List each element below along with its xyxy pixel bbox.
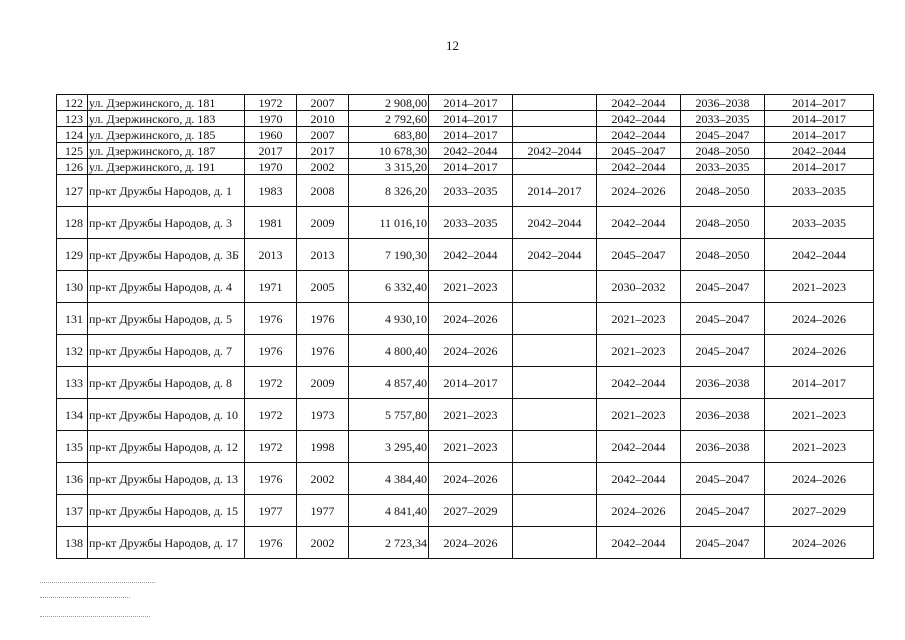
period-4-cell: 2045–2047 bbox=[681, 527, 765, 559]
period-3-cell: 2042–2044 bbox=[597, 111, 681, 127]
period-5-cell: 2042–2044 bbox=[765, 143, 874, 159]
row-number-cell: 125 bbox=[57, 143, 88, 159]
period-2-cell bbox=[513, 527, 597, 559]
year-repair-cell: 2010 bbox=[297, 111, 349, 127]
period-4-cell: 2036–2038 bbox=[681, 95, 765, 111]
period-4-cell: 2036–2038 bbox=[681, 399, 765, 431]
year-repair-cell: 1998 bbox=[297, 431, 349, 463]
period-1-cell: 2021–2023 bbox=[429, 271, 513, 303]
period-4-cell: 2048–2050 bbox=[681, 175, 765, 207]
table-row bbox=[57, 431, 874, 463]
period-1-cell: 2033–2035 bbox=[429, 207, 513, 239]
row-number-cell: 133 bbox=[57, 367, 88, 399]
year-repair-cell: 1976 bbox=[297, 335, 349, 367]
page-number: 12 bbox=[446, 38, 459, 53]
area-cell: 4 384,40 bbox=[349, 463, 429, 495]
year-repair-cell: 2017 bbox=[297, 143, 349, 159]
area-cell: 2 908,00 bbox=[349, 95, 429, 111]
period-5-cell: 2024–2026 bbox=[765, 335, 874, 367]
address-cell: пр-кт Дружбы Народов, д. 8 bbox=[88, 367, 245, 399]
table-row bbox=[57, 463, 874, 495]
row-number-cell: 136 bbox=[57, 463, 88, 495]
year-repair-cell: 2007 bbox=[297, 95, 349, 111]
margin-mark bbox=[40, 597, 130, 599]
year-built-cell: 1972 bbox=[245, 95, 297, 111]
year-built-cell: 2013 bbox=[245, 239, 297, 271]
period-5-cell: 2014–2017 bbox=[765, 111, 874, 127]
table-row bbox=[57, 159, 874, 175]
row-number-cell: 134 bbox=[57, 399, 88, 431]
year-built-cell: 1971 bbox=[245, 271, 297, 303]
period-3-cell: 2021–2023 bbox=[597, 303, 681, 335]
address-cell: пр-кт Дружбы Народов, д. 3 bbox=[88, 207, 245, 239]
period-3-cell: 2042–2044 bbox=[597, 207, 681, 239]
year-repair-cell: 2013 bbox=[297, 239, 349, 271]
row-number-cell: 137 bbox=[57, 495, 88, 527]
year-repair-cell: 2005 bbox=[297, 271, 349, 303]
period-2-cell bbox=[513, 271, 597, 303]
area-cell: 11 016,10 bbox=[349, 207, 429, 239]
year-repair-cell: 2008 bbox=[297, 175, 349, 207]
period-4-cell: 2048–2050 bbox=[681, 239, 765, 271]
period-1-cell: 2024–2026 bbox=[429, 527, 513, 559]
table-row bbox=[57, 335, 874, 367]
period-4-cell: 2048–2050 bbox=[681, 143, 765, 159]
address-cell: пр-кт Дружбы Народов, д. 10 bbox=[88, 399, 245, 431]
period-2-cell bbox=[513, 111, 597, 127]
row-number-cell: 135 bbox=[57, 431, 88, 463]
period-3-cell: 2045–2047 bbox=[597, 143, 681, 159]
period-1-cell: 2042–2044 bbox=[429, 239, 513, 271]
year-built-cell: 1972 bbox=[245, 431, 297, 463]
period-2-cell bbox=[513, 399, 597, 431]
area-cell: 3 295,40 bbox=[349, 431, 429, 463]
table-row bbox=[57, 399, 874, 431]
period-3-cell: 2021–2023 bbox=[597, 335, 681, 367]
period-2-cell bbox=[513, 367, 597, 399]
period-4-cell: 2045–2047 bbox=[681, 127, 765, 143]
period-2-cell: 2042–2044 bbox=[513, 143, 597, 159]
period-5-cell: 2014–2017 bbox=[765, 159, 874, 175]
area-cell: 4 930,10 bbox=[349, 303, 429, 335]
row-number-cell: 128 bbox=[57, 207, 88, 239]
address-cell: ул. Дзержинского, д. 191 bbox=[88, 159, 245, 175]
year-built-cell: 1981 bbox=[245, 207, 297, 239]
period-4-cell: 2048–2050 bbox=[681, 207, 765, 239]
period-5-cell: 2042–2044 bbox=[765, 239, 874, 271]
period-1-cell: 2042–2044 bbox=[429, 143, 513, 159]
table-row bbox=[57, 95, 874, 111]
margin-mark bbox=[40, 582, 155, 584]
table-row bbox=[57, 111, 874, 127]
year-built-cell: 1977 bbox=[245, 495, 297, 527]
address-cell: ул. Дзержинского, д. 181 bbox=[88, 95, 245, 111]
table-row bbox=[57, 239, 874, 271]
period-3-cell: 2021–2023 bbox=[597, 399, 681, 431]
year-built-cell: 2017 bbox=[245, 143, 297, 159]
address-cell: ул. Дзержинского, д. 185 bbox=[88, 127, 245, 143]
period-1-cell: 2021–2023 bbox=[429, 399, 513, 431]
period-3-cell: 2030–2032 bbox=[597, 271, 681, 303]
year-repair-cell: 2002 bbox=[297, 527, 349, 559]
year-repair-cell: 2009 bbox=[297, 207, 349, 239]
address-cell: пр-кт Дружбы Народов, д. 7 bbox=[88, 335, 245, 367]
period-5-cell: 2021–2023 bbox=[765, 399, 874, 431]
period-5-cell: 2027–2029 bbox=[765, 495, 874, 527]
address-cell: пр-кт Дружбы Народов, д. 4 bbox=[88, 271, 245, 303]
period-4-cell: 2045–2047 bbox=[681, 303, 765, 335]
address-cell: ул. Дзержинского, д. 187 bbox=[88, 143, 245, 159]
period-3-cell: 2045–2047 bbox=[597, 239, 681, 271]
period-3-cell: 2042–2044 bbox=[597, 431, 681, 463]
period-4-cell: 2045–2047 bbox=[681, 495, 765, 527]
period-3-cell: 2042–2044 bbox=[597, 463, 681, 495]
table-row bbox=[57, 207, 874, 239]
period-2-cell bbox=[513, 95, 597, 111]
row-number-cell: 126 bbox=[57, 159, 88, 175]
period-3-cell: 2024–2026 bbox=[597, 495, 681, 527]
period-2-cell bbox=[513, 495, 597, 527]
period-3-cell: 2042–2044 bbox=[597, 159, 681, 175]
period-1-cell: 2014–2017 bbox=[429, 367, 513, 399]
area-cell: 8 326,20 bbox=[349, 175, 429, 207]
period-4-cell: 2036–2038 bbox=[681, 431, 765, 463]
period-3-cell: 2042–2044 bbox=[597, 95, 681, 111]
table-row bbox=[57, 175, 874, 207]
area-cell: 6 332,40 bbox=[349, 271, 429, 303]
period-2-cell: 2014–2017 bbox=[513, 175, 597, 207]
period-3-cell: 2042–2044 bbox=[597, 127, 681, 143]
table-body bbox=[57, 95, 874, 559]
period-4-cell: 2045–2047 bbox=[681, 271, 765, 303]
period-5-cell: 2033–2035 bbox=[765, 207, 874, 239]
area-cell: 4 841,40 bbox=[349, 495, 429, 527]
year-repair-cell: 2007 bbox=[297, 127, 349, 143]
year-repair-cell: 1977 bbox=[297, 495, 349, 527]
period-5-cell: 2024–2026 bbox=[765, 527, 874, 559]
table-row bbox=[57, 303, 874, 335]
period-4-cell: 2036–2038 bbox=[681, 367, 765, 399]
period-1-cell: 2024–2026 bbox=[429, 303, 513, 335]
year-built-cell: 1976 bbox=[245, 463, 297, 495]
address-cell: пр-кт Дружбы Народов, д. 1 bbox=[88, 175, 245, 207]
year-built-cell: 1970 bbox=[245, 159, 297, 175]
area-cell: 2 792,60 bbox=[349, 111, 429, 127]
row-number-cell: 131 bbox=[57, 303, 88, 335]
period-5-cell: 2021–2023 bbox=[765, 431, 874, 463]
row-number-cell: 124 bbox=[57, 127, 88, 143]
period-5-cell: 2014–2017 bbox=[765, 367, 874, 399]
period-5-cell: 2014–2017 bbox=[765, 95, 874, 111]
year-built-cell: 1983 bbox=[245, 175, 297, 207]
row-number-cell: 129 bbox=[57, 239, 88, 271]
year-built-cell: 1972 bbox=[245, 367, 297, 399]
table-row bbox=[57, 271, 874, 303]
address-cell: пр-кт Дружбы Народов, д. 15 bbox=[88, 495, 245, 527]
housing-repair-table bbox=[56, 94, 874, 559]
period-3-cell: 2042–2044 bbox=[597, 527, 681, 559]
period-2-cell bbox=[513, 303, 597, 335]
period-2-cell bbox=[513, 159, 597, 175]
year-built-cell: 1960 bbox=[245, 127, 297, 143]
period-3-cell: 2024–2026 bbox=[597, 175, 681, 207]
table-row bbox=[57, 143, 874, 159]
period-5-cell: 2024–2026 bbox=[765, 463, 874, 495]
area-cell: 7 190,30 bbox=[349, 239, 429, 271]
period-3-cell: 2042–2044 bbox=[597, 367, 681, 399]
address-cell: пр-кт Дружбы Народов, д. 3Б bbox=[88, 239, 245, 271]
year-built-cell: 1976 bbox=[245, 335, 297, 367]
period-4-cell: 2033–2035 bbox=[681, 111, 765, 127]
period-1-cell: 2014–2017 bbox=[429, 95, 513, 111]
address-cell: ул. Дзержинского, д. 183 bbox=[88, 111, 245, 127]
year-built-cell: 1976 bbox=[245, 527, 297, 559]
period-2-cell bbox=[513, 335, 597, 367]
address-cell: пр-кт Дружбы Народов, д. 17 bbox=[88, 527, 245, 559]
row-number-cell: 138 bbox=[57, 527, 88, 559]
year-repair-cell: 2002 bbox=[297, 159, 349, 175]
address-cell: пр-кт Дружбы Народов, д. 12 bbox=[88, 431, 245, 463]
row-number-cell: 123 bbox=[57, 111, 88, 127]
period-5-cell: 2024–2026 bbox=[765, 303, 874, 335]
table-row bbox=[57, 495, 874, 527]
period-2-cell: 2042–2044 bbox=[513, 239, 597, 271]
table-row bbox=[57, 527, 874, 559]
margin-mark bbox=[40, 616, 150, 618]
period-2-cell bbox=[513, 127, 597, 143]
period-2-cell bbox=[513, 463, 597, 495]
table-row bbox=[57, 367, 874, 399]
period-4-cell: 2045–2047 bbox=[681, 335, 765, 367]
period-5-cell: 2021–2023 bbox=[765, 271, 874, 303]
area-cell: 4 857,40 bbox=[349, 367, 429, 399]
address-cell: пр-кт Дружбы Народов, д. 5 bbox=[88, 303, 245, 335]
period-1-cell: 2014–2017 bbox=[429, 127, 513, 143]
period-1-cell: 2033–2035 bbox=[429, 175, 513, 207]
year-built-cell: 1970 bbox=[245, 111, 297, 127]
period-1-cell: 2027–2029 bbox=[429, 495, 513, 527]
row-number-cell: 130 bbox=[57, 271, 88, 303]
area-cell: 3 315,20 bbox=[349, 159, 429, 175]
address-cell: пр-кт Дружбы Народов, д. 13 bbox=[88, 463, 245, 495]
period-1-cell: 2014–2017 bbox=[429, 159, 513, 175]
table-row bbox=[57, 127, 874, 143]
area-cell: 2 723,34 bbox=[349, 527, 429, 559]
period-5-cell: 2014–2017 bbox=[765, 127, 874, 143]
period-5-cell: 2033–2035 bbox=[765, 175, 874, 207]
period-1-cell: 2021–2023 bbox=[429, 431, 513, 463]
row-number-cell: 132 bbox=[57, 335, 88, 367]
period-4-cell: 2033–2035 bbox=[681, 159, 765, 175]
area-cell: 10 678,30 bbox=[349, 143, 429, 159]
period-4-cell: 2045–2047 bbox=[681, 463, 765, 495]
row-number-cell: 122 bbox=[57, 95, 88, 111]
period-1-cell: 2014–2017 bbox=[429, 111, 513, 127]
area-cell: 683,80 bbox=[349, 127, 429, 143]
period-2-cell: 2042–2044 bbox=[513, 207, 597, 239]
year-repair-cell: 2002 bbox=[297, 463, 349, 495]
period-2-cell bbox=[513, 431, 597, 463]
period-1-cell: 2024–2026 bbox=[429, 463, 513, 495]
year-repair-cell: 2009 bbox=[297, 367, 349, 399]
area-cell: 4 800,40 bbox=[349, 335, 429, 367]
area-cell: 5 757,80 bbox=[349, 399, 429, 431]
period-1-cell: 2024–2026 bbox=[429, 335, 513, 367]
year-built-cell: 1972 bbox=[245, 399, 297, 431]
year-repair-cell: 1973 bbox=[297, 399, 349, 431]
year-built-cell: 1976 bbox=[245, 303, 297, 335]
year-repair-cell: 1976 bbox=[297, 303, 349, 335]
row-number-cell: 127 bbox=[57, 175, 88, 207]
